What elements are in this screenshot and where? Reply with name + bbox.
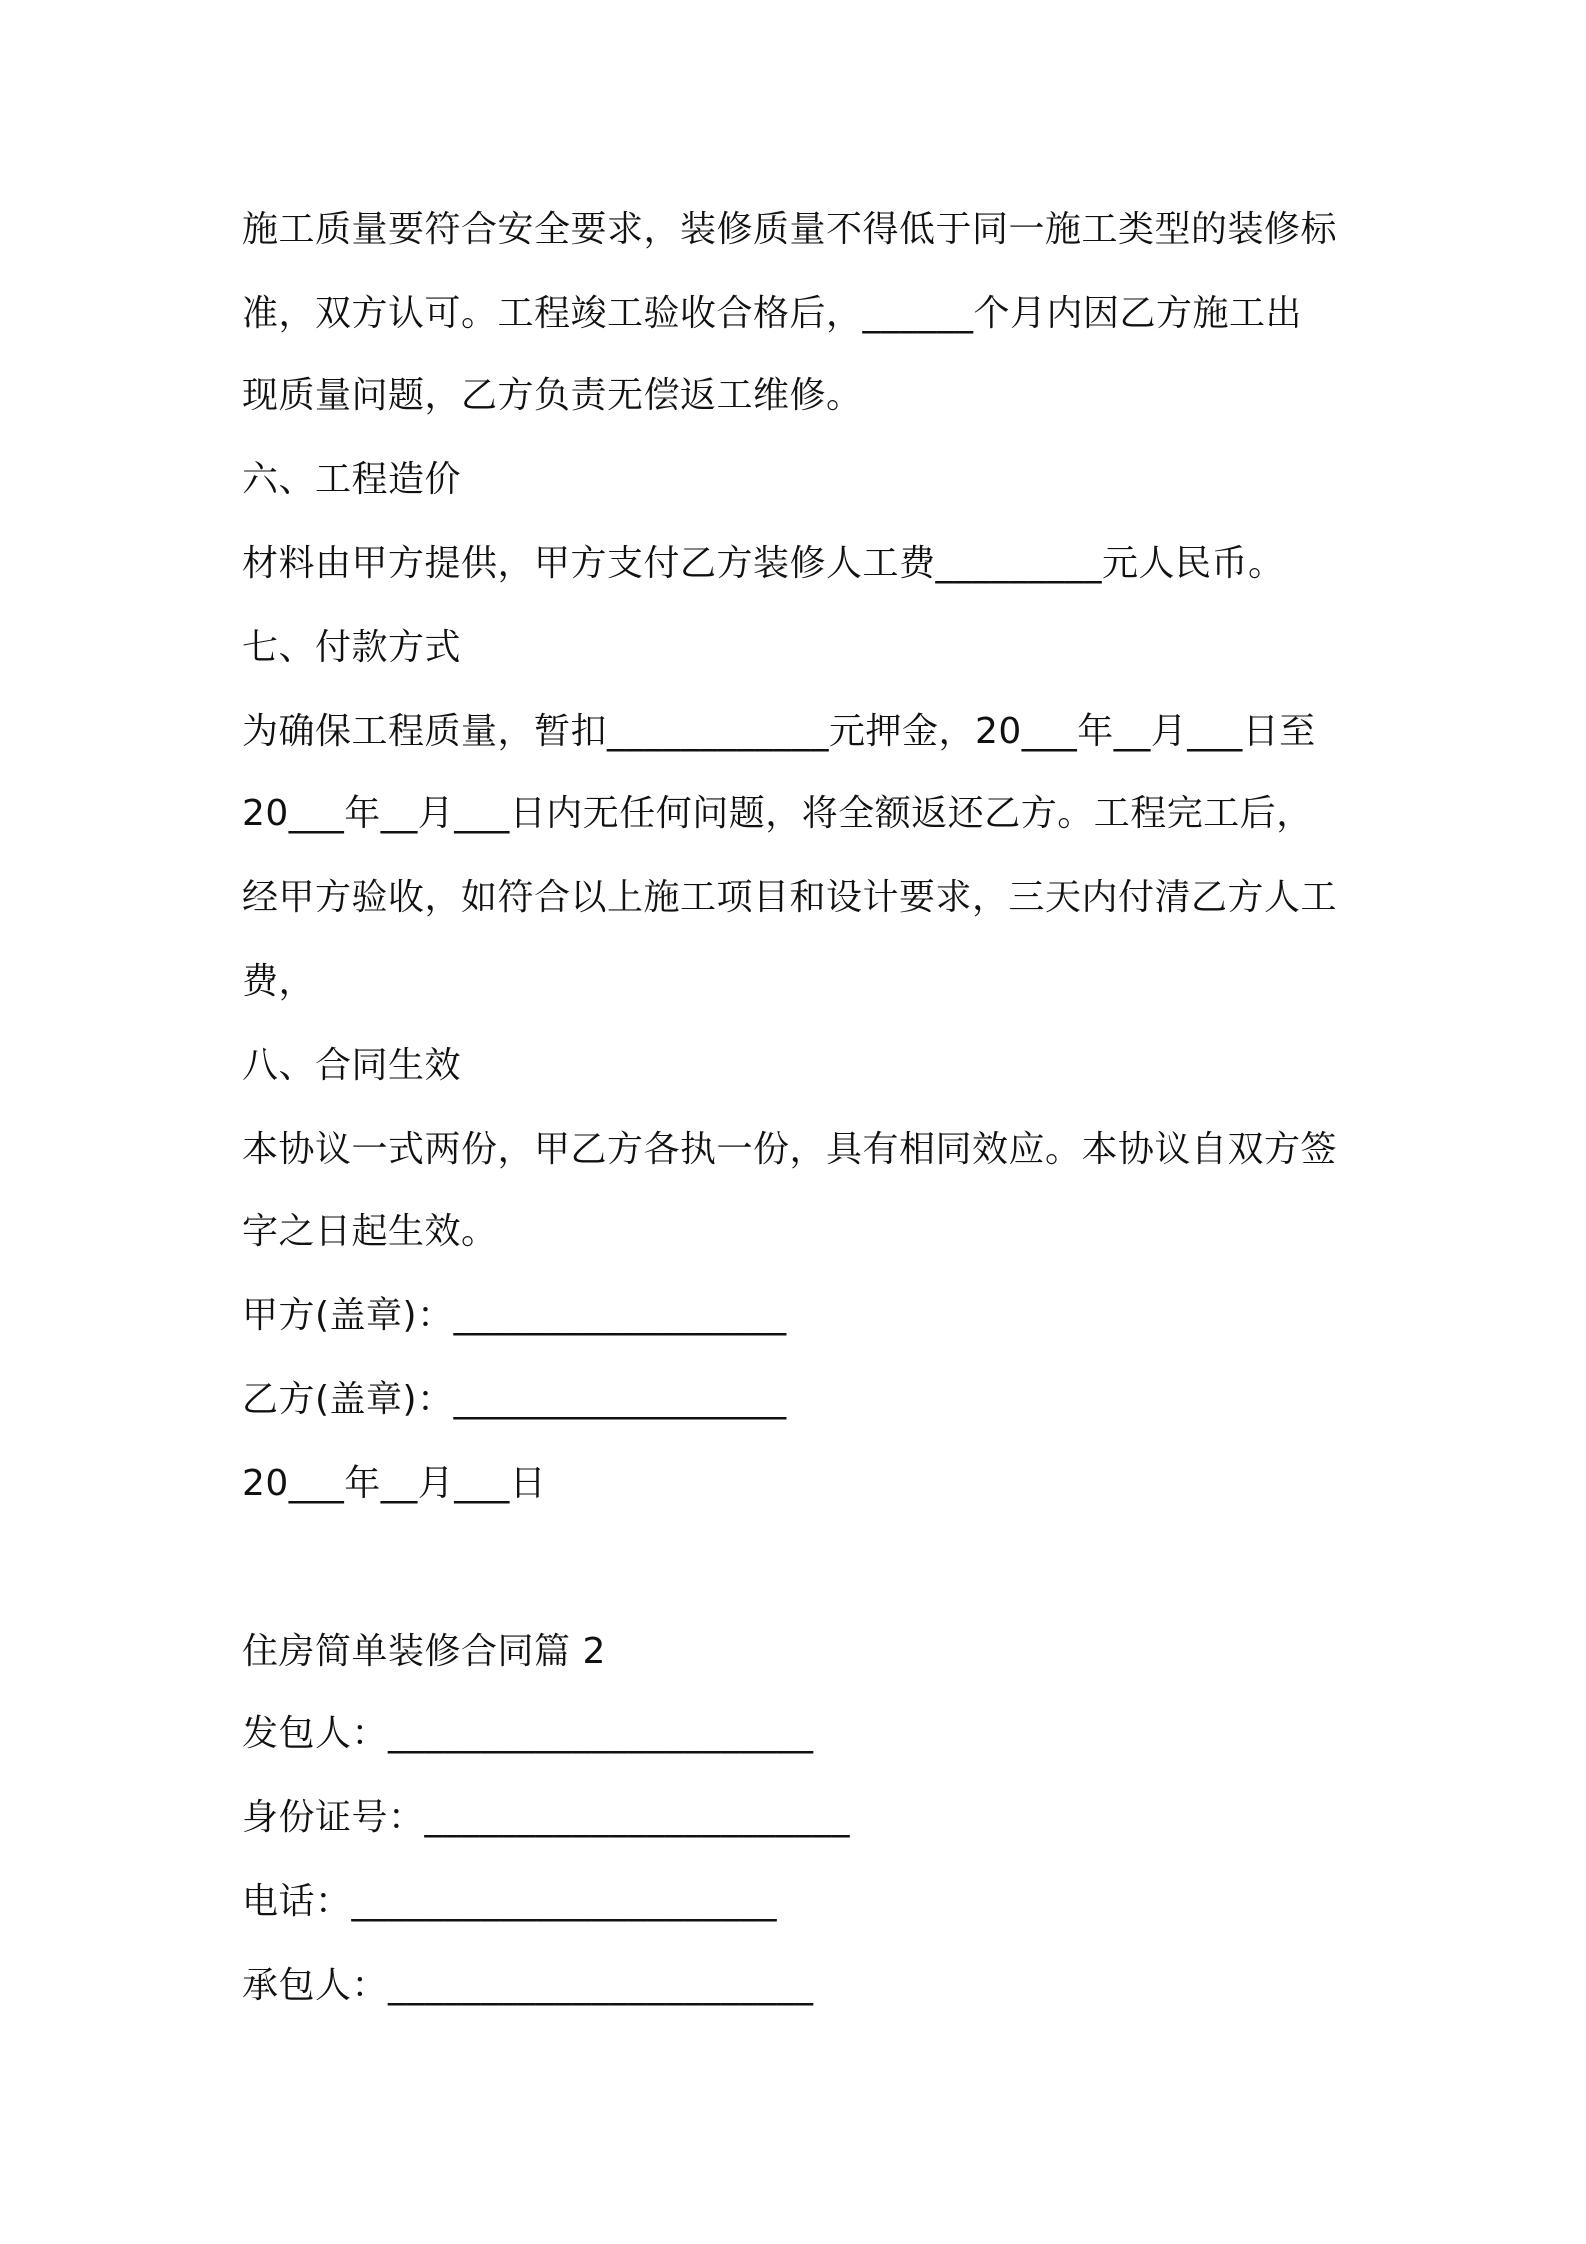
field-contractor: 承包人：_______________________ — [242, 1965, 814, 2006]
paragraph-line: 为确保工程质量，暂扣____________元押金，20___年__月___日至 — [242, 711, 1316, 752]
paragraph-line: 现质量问题，乙方负责无偿返工维修。 — [242, 375, 863, 416]
paragraph-line: 20___年__月___日内无任何问题，将全额返还乙方。工程完工后， — [242, 793, 1313, 834]
paragraph-line: 材料由甲方提供，甲方支付乙方装修人工费_________元人民币。 — [242, 543, 1285, 584]
paragraph-line: 费， — [242, 961, 316, 1002]
field-id-number: 身份证号：_______________________ — [242, 1797, 851, 1838]
field-contractor-issuer: 发包人：_______________________ — [242, 1713, 814, 1754]
paragraph-line: 本协议一式两份，甲乙方各执一份，具有相同效应。本协议自双方签 — [242, 1129, 1338, 1170]
section-heading: 七、付款方式 — [242, 627, 462, 668]
signature-party-b: 乙方(盖章)：__________________ — [242, 1379, 787, 1420]
paragraph-line: 准，双方认可。工程竣工验收合格后，______个月内因乙方施工出 — [242, 293, 1303, 334]
field-phone: 电话：_______________________ — [242, 1881, 778, 1922]
section-heading: 八、合同生效 — [242, 1045, 462, 1086]
contract-title: 住房简单装修合同篇 2 — [242, 1631, 606, 1672]
paragraph-line: 施工质量要符合安全要求，装修质量不得低于同一施工类型的装修标 — [242, 209, 1338, 250]
signature-date: 20___年__月___日 — [242, 1463, 547, 1504]
paragraph-line: 经甲方验收，如符合以上施工项目和设计要求，三天内付清乙方人工 — [242, 877, 1338, 918]
paragraph-line: 字之日起生效。 — [242, 1211, 498, 1252]
signature-party-a: 甲方(盖章)：__________________ — [242, 1295, 787, 1336]
section-heading: 六、工程造价 — [242, 459, 462, 500]
